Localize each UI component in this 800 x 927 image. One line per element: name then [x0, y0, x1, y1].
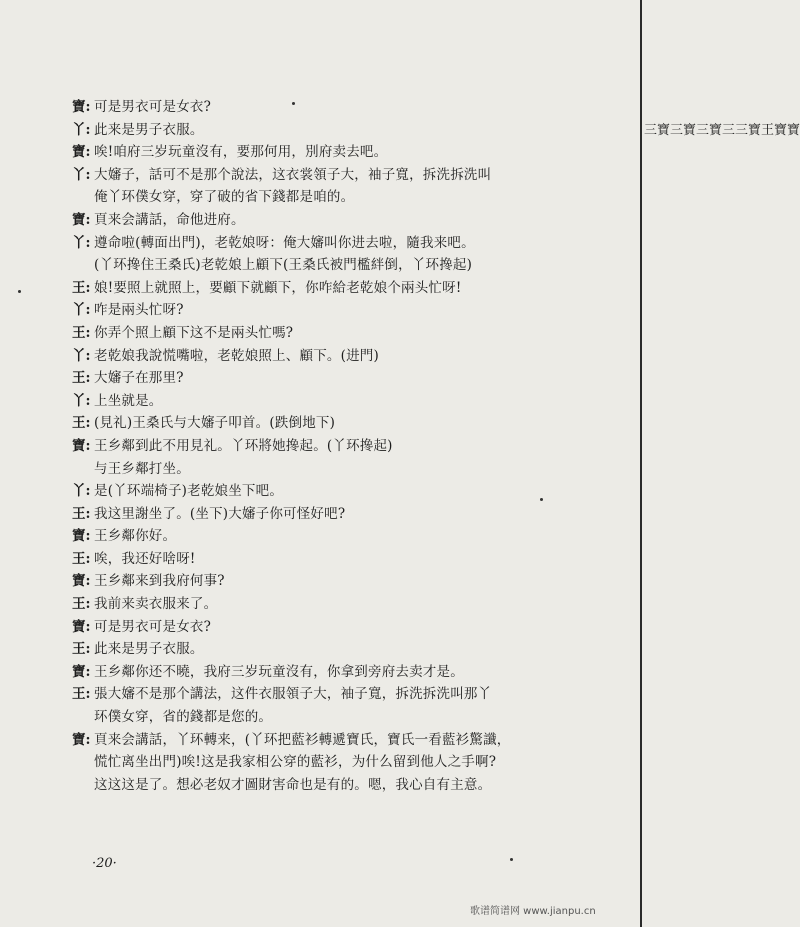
speaker-label: 寶:	[72, 573, 91, 590]
speaker-label: 王:	[72, 415, 91, 432]
ink-speck	[292, 102, 295, 105]
dialogue-text: 王乡鄰到此不用見礼。丫环將她搀起。(丫环搀起)	[94, 437, 393, 454]
dialogue-line	[72, 638, 618, 661]
page-spine-edge	[640, 0, 642, 927]
speaker-label: 王:	[72, 505, 91, 522]
dialogue-line	[72, 164, 618, 187]
dialogue-line	[72, 729, 618, 752]
dialogue-line	[72, 345, 618, 368]
adjacent-page-margin-text: 三寶三寶三寶三三寶王寶寶	[644, 123, 800, 138]
speaker-label: 寶:	[72, 618, 91, 635]
dialogue-line	[72, 774, 618, 797]
dialogue-line	[72, 593, 618, 616]
dialogue-text: 这这这是了。想必老奴才圖財害命也是有的。嗯，我心自有主意。	[94, 776, 492, 793]
dialogue-text: 張大嬸不是那个講法，这件衣服領子大，袖子寬，拆洗拆洗叫那丫	[94, 686, 492, 703]
dialogue-line	[72, 525, 618, 548]
dialogue-text: 大嬸子在那里?	[94, 370, 184, 387]
dialogue-line	[72, 322, 618, 345]
site-watermark: 歌谱简谱网 www.jianpu.cn	[470, 906, 596, 917]
speaker-label: 寶:	[72, 663, 91, 680]
dialogue-line	[72, 209, 618, 232]
dialogue-line	[72, 367, 618, 390]
speaker-label: 寶:	[72, 731, 91, 748]
dialogue-text: 王乡鄰你还不曉，我府三岁玩童沒有，你拿到旁府去卖才是。	[94, 663, 464, 680]
page-number: ·20·	[92, 856, 117, 871]
dialogue-text: 大嬸子，話可不是那个說法，这衣裳領子大，袖子寬，拆洗拆洗叫	[94, 166, 492, 183]
speaker-label: 王:	[72, 370, 91, 387]
dialogue-text: 頁来会講話，丫环轉来，(丫环把藍衫轉遞寶氏，寶氏一看藍衫驚讖，	[94, 731, 511, 748]
dialogue-text: 与王乡鄰打坐。	[94, 460, 190, 477]
dialogue-line	[72, 119, 618, 142]
dialogue-line	[72, 480, 618, 503]
dialogue-text: 此来是男子衣服。	[94, 641, 204, 658]
dialogue-line	[72, 277, 618, 300]
speaker-label: 丫:	[72, 121, 91, 138]
dialogue-text: 可是男衣可是女衣?	[94, 618, 212, 635]
dialogue-line	[72, 435, 618, 458]
speaker-label: 丫:	[72, 392, 91, 409]
dialogue-line	[72, 570, 618, 593]
speaker-label: 丫:	[72, 234, 91, 251]
dialogue-text: 是(丫环端椅子)老乾娘坐下吧。	[94, 483, 284, 500]
dialogue-text: 上坐就是。	[94, 392, 163, 409]
speaker-label: 丫:	[72, 483, 91, 500]
dialogue-text: 咋是兩头忙呀?	[94, 302, 184, 319]
dialogue-line	[72, 96, 618, 119]
speaker-label: 王:	[72, 279, 91, 296]
dialogue-text: 頁来会講話，命他进府。	[94, 211, 245, 228]
dialogue-text: 环僕女穿，省的錢都是您的。	[94, 709, 273, 726]
ink-speck	[540, 498, 543, 501]
dialogue-line	[72, 548, 618, 571]
speaker-label: 寶:	[72, 437, 91, 454]
dialogue-text: 我这里謝坐了。(坐下)大嬸子你可怪好吧?	[94, 505, 346, 522]
dialogue-text: 遵命啦(轉面出門)，老乾娘呀：俺大嬸叫你进去啦，隨我来吧。	[94, 234, 475, 251]
script-body	[72, 96, 618, 796]
dialogue-text: 俺丫环僕女穿，穿了破的省下錢都是咱的。	[94, 189, 355, 206]
speaker-label: 王:	[72, 641, 91, 658]
speaker-label: 丫:	[72, 302, 91, 319]
speaker-label: 寶:	[72, 528, 91, 545]
dialogue-text: 娘!要照上就照上，要顧下就顧下，你咋給老乾娘个兩头忙呀!	[94, 279, 462, 296]
speaker-label: 寶:	[72, 144, 91, 161]
dialogue-line	[72, 254, 618, 277]
dialogue-text: 我前来卖衣服来了。	[94, 596, 218, 613]
dialogue-line	[72, 503, 618, 526]
dialogue-line	[72, 186, 618, 209]
dialogue-line	[72, 232, 618, 255]
dialogue-line	[72, 751, 618, 774]
speaker-label: 丫:	[72, 166, 91, 183]
speaker-label: 王:	[72, 686, 91, 703]
dialogue-line	[72, 661, 618, 684]
dialogue-line	[72, 141, 618, 164]
dialogue-text: 此来是男子衣服。	[94, 121, 204, 138]
dialogue-text: 唉!咱府三岁玩童沒有，要那何用，別府卖去吧。	[94, 144, 388, 161]
speaker-label: 王:	[72, 324, 91, 341]
dialogue-text: 可是男衣可是女衣?	[94, 99, 212, 115]
dialogue-line	[72, 299, 618, 322]
speaker-label: 王:	[72, 596, 91, 613]
dialogue-text: 王乡鄰来到我府何事?	[94, 573, 225, 590]
dialogue-text: 慌忙离坐出門)唉!这是我家相公穿的藍衫，为什么留到他人之手啊?	[94, 754, 497, 771]
dialogue-line	[72, 706, 618, 729]
dialogue-text: 老乾娘我說慌嘴啦，老乾娘照上、顧下。(进門)	[94, 347, 379, 364]
dialogue-line	[72, 616, 618, 639]
dialogue-line	[72, 458, 618, 481]
dialogue-line	[72, 683, 618, 706]
speaker-label: 王:	[72, 550, 91, 567]
dialogue-text: 你弄个照上顧下这不是兩头忙嗎?	[94, 324, 294, 341]
dialogue-text: 唉，我还好啥呀!	[94, 550, 196, 567]
ink-speck	[18, 290, 21, 293]
speaker-label: 寶:	[72, 211, 91, 228]
dialogue-line	[72, 390, 618, 413]
speaker-label: 丫:	[72, 347, 91, 364]
dialogue-line	[72, 412, 618, 435]
dialogue-text: (丫环搀住王桑氏)老乾娘上顧下(王桑氏被門檻絆倒，丫环搀起)	[94, 257, 473, 274]
ink-speck	[510, 858, 513, 861]
speaker-label: 寶:	[72, 99, 91, 115]
dialogue-text: (見礼)王桑氏与大嬸子叩首。(跌倒地下)	[94, 415, 336, 432]
dialogue-text: 王乡鄰你好。	[94, 528, 177, 545]
